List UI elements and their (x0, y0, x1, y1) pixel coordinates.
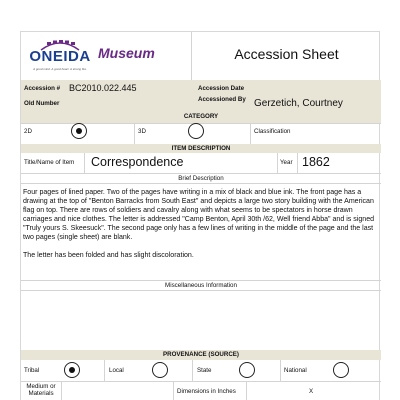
item-title-value[interactable]: Correspondence (91, 155, 184, 169)
provenance-state-label: State (197, 367, 212, 374)
accession-sheet (20, 31, 380, 400)
provenance-heading: PROVENANCE (SOURCE) (21, 350, 381, 360)
brief-description-paragraph-2: The letter has been folded and has slight discoloration. (23, 252, 194, 260)
logo-tagline: A good mind. A good heart. A strong fire. (33, 67, 87, 71)
sheet-title: Accession Sheet (234, 46, 339, 62)
accessioned-by-label: Accessioned By (198, 96, 246, 103)
category-3d-label: 3D (138, 128, 146, 135)
accession-number-value[interactable]: BC2010.022.445 (69, 83, 137, 93)
item-title-label: Title/Name of Item (24, 159, 75, 166)
dimensions-label: Dimensions in Inches (177, 388, 236, 395)
oneida-logo (27, 38, 93, 78)
brief-description-paragraph-1: Four pages of lined paper. Two of the pages have writing in a mix of black and blue ink. The front page has a drawing at the top of "Benton Barracks from South East" and depicts a large two story building with the American flag on top. There are rows of soldiers and cavalry along with what seems to be spectators in horse drawn carriages and nice clothes. The letter is addressed "Camp Benton, April 30th /62, Well friend Abba" and is signed "Truly yours S. Skeesuck". The second page only has a few lines of writing in the middle of the page and the last two pages (single sheet) are blank. (23, 189, 375, 242)
old-number-label: Old Number (24, 100, 60, 107)
classification-label: Classification (254, 128, 291, 135)
provenance-state-radio[interactable] (239, 362, 255, 378)
dimensions-separator: X (309, 388, 314, 395)
category-2d-radio[interactable] (71, 123, 87, 139)
accession-number-label: Accession # (24, 85, 61, 92)
logo-text: ONEIDA (29, 48, 91, 65)
provenance-local-radio[interactable] (152, 362, 168, 378)
provenance-national-label: National (284, 367, 307, 374)
category-heading: CATEGORY (21, 111, 381, 123)
year-value[interactable]: 1862 (302, 155, 330, 169)
item-description-heading: ITEM DESCRIPTION (21, 144, 381, 153)
brief-description-text[interactable] (23, 188, 380, 260)
year-label: Year (280, 159, 293, 166)
accessioned-by-value[interactable]: Gerzetich, Courtney (254, 98, 343, 109)
medium-label: Medium or Materials (26, 383, 56, 397)
accession-date-label: Accession Date (198, 85, 245, 92)
brief-description-label: Brief Description (178, 175, 224, 182)
provenance-national-radio[interactable] (333, 362, 349, 378)
provenance-tribal-label: Tribal (24, 367, 40, 374)
category-2d-label: 2D (24, 128, 32, 135)
museum-label: Museum (98, 45, 155, 61)
category-3d-radio[interactable] (188, 123, 204, 139)
misc-info-label: Miscellaneous Information (165, 282, 237, 289)
provenance-tribal-radio[interactable] (64, 362, 80, 378)
provenance-local-label: Local (109, 367, 124, 374)
